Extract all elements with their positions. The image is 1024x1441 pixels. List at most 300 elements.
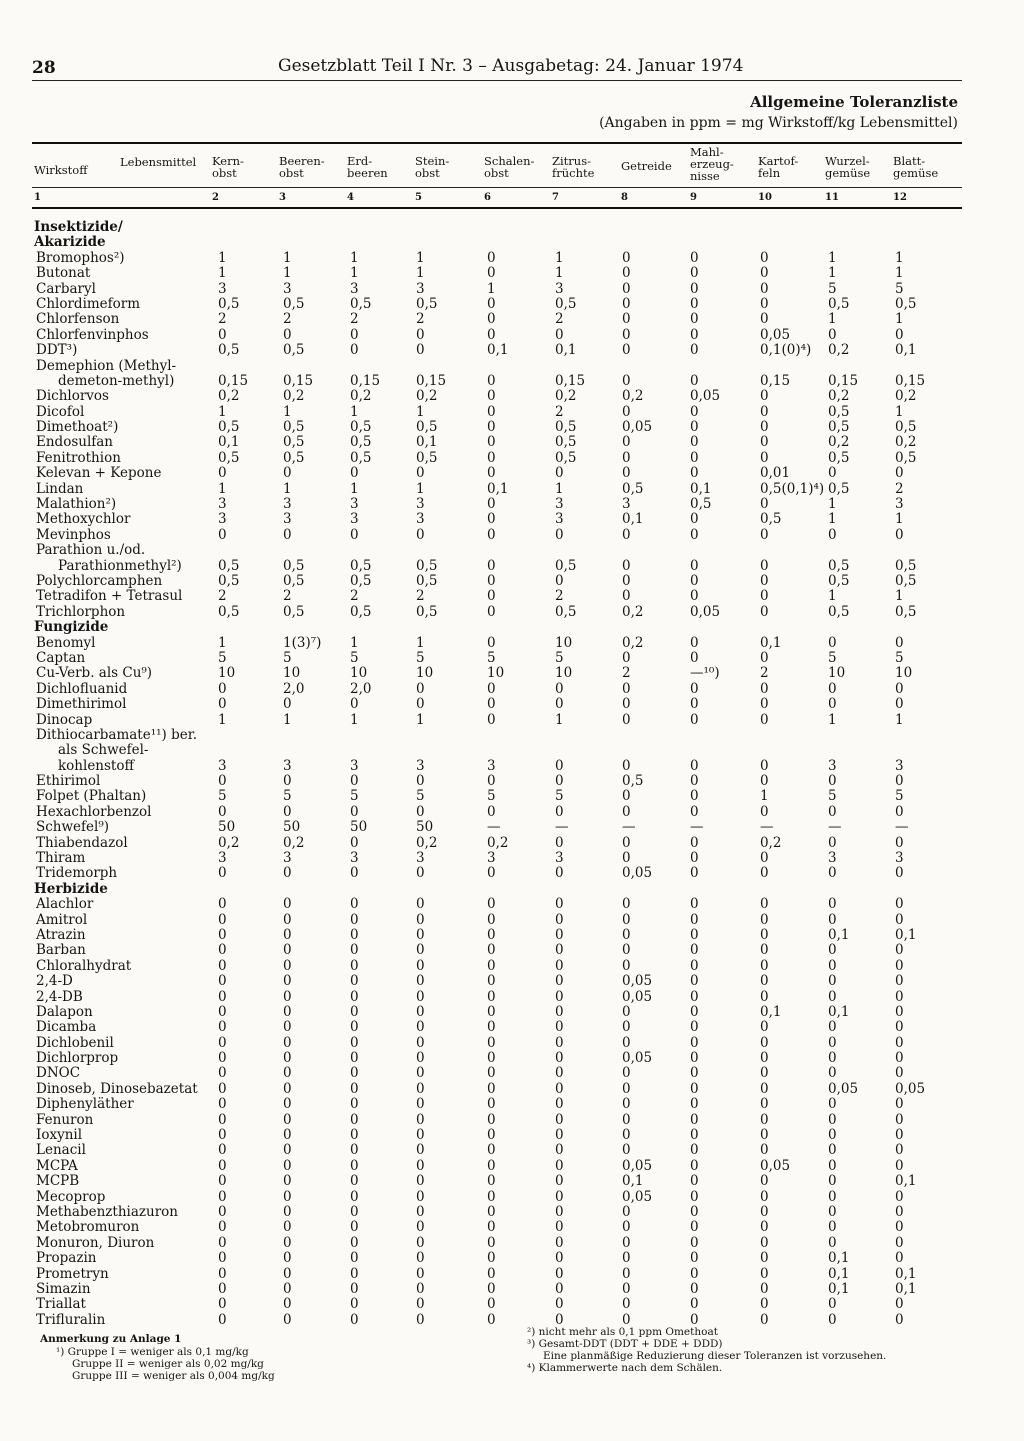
tolerance-value: 0 [218, 1219, 227, 1236]
tolerance-value: 0 [622, 1127, 631, 1144]
tolerance-value: 0 [218, 942, 227, 959]
tolerance-value: 1 [555, 711, 564, 728]
tolerance-value: 0 [895, 1003, 904, 1020]
tolerance-value: 0 [690, 634, 699, 651]
table-row [0, 497, 1024, 512]
tolerance-value: 0,5 [416, 572, 438, 589]
tolerance-value: 0 [416, 896, 425, 913]
tolerance-value: 0 [218, 1296, 227, 1313]
tolerance-value: 0 [622, 1142, 631, 1159]
table-row [0, 512, 1024, 527]
tolerance-value: 0 [487, 957, 496, 974]
tolerance-value: 0,2 [218, 834, 240, 851]
substance-name: Mecoprop [36, 1188, 106, 1205]
tolerance-value: 0 [218, 1019, 227, 1036]
tolerance-value: 0 [690, 1204, 699, 1220]
substance-name: Parathionmethyl²) [58, 557, 182, 574]
tolerance-value: 1 [218, 480, 227, 497]
tolerance-value: 0 [760, 588, 769, 605]
tolerance-value: 1 [350, 403, 359, 420]
tolerance-value: 0 [283, 1080, 292, 1097]
tolerance-value: 0 [828, 988, 837, 1005]
tolerance-value: 0,1 [555, 342, 577, 359]
tolerance-value: 0 [218, 1280, 227, 1297]
tolerance-value: 0,15 [218, 372, 249, 389]
tolerance-value: 5 [555, 788, 564, 805]
tolerance-value: 0 [350, 1157, 359, 1174]
tolerance-value: 0 [350, 342, 359, 359]
tolerance-value: 0 [283, 773, 292, 790]
tolerance-value: 0 [555, 973, 564, 990]
tolerance-value: 0 [895, 1050, 904, 1067]
tolerance-value: 3 [487, 757, 496, 774]
tolerance-value: 0 [690, 342, 699, 359]
tolerance-value: 0,2 [622, 388, 644, 405]
tolerance-value: 0 [622, 1296, 631, 1313]
tolerance-value: 3 [555, 496, 564, 513]
tolerance-value: 0 [555, 1296, 564, 1313]
tolerance-value: 0 [760, 419, 769, 436]
tolerance-value: 0 [555, 1311, 564, 1328]
substance-name: 2,4-DB [36, 988, 83, 1005]
tolerance-value: 0 [760, 434, 769, 451]
substance-name: 2,4-D [36, 973, 73, 990]
tolerance-value: 0,2 [828, 342, 850, 359]
tolerance-value: 3 [416, 511, 425, 528]
tolerance-value: 0 [895, 1142, 904, 1159]
tolerance-value: 0,5 [828, 603, 850, 620]
table-row [0, 374, 1024, 389]
table-row [0, 251, 1024, 266]
tolerance-value: 0,15 [350, 372, 381, 389]
tolerance-value: 0 [350, 1096, 359, 1113]
substance-name: Triallat [36, 1296, 86, 1313]
table-row [0, 697, 1024, 712]
section-heading [0, 235, 1024, 250]
table-row [0, 1220, 1024, 1235]
tolerance-value: 0 [622, 680, 631, 697]
tolerance-value: 0 [828, 957, 837, 974]
tolerance-value: 0 [283, 1003, 292, 1020]
table-row [0, 636, 1024, 651]
tolerance-value: 0 [690, 465, 699, 482]
tolerance-value: 0 [622, 911, 631, 928]
tolerance-value: 3 [350, 850, 359, 867]
table-row [0, 420, 1024, 435]
tolerance-value: 0 [690, 326, 699, 343]
tolerance-value: 0,5 [416, 603, 438, 620]
table-row [0, 605, 1024, 620]
section-heading [0, 882, 1024, 897]
tolerance-value: 3 [350, 496, 359, 513]
table-row [0, 1205, 1024, 1220]
tolerance-value: 0 [760, 449, 769, 466]
tolerance-value: 0,2 [283, 834, 305, 851]
tolerance-value: 0 [416, 1050, 425, 1067]
column-header: Beeren- obst [279, 154, 325, 180]
column-number: 4 [347, 192, 354, 203]
substance-name: Dichlobenil [36, 1034, 114, 1051]
tolerance-value: 0 [555, 865, 564, 882]
table-row [0, 389, 1024, 404]
tolerance-value: 0 [487, 973, 496, 990]
tolerance-value: 0,5 [895, 419, 917, 436]
tolerance-value: 0,5 [828, 572, 850, 589]
tolerance-value: 0 [690, 419, 699, 436]
table-row [0, 990, 1024, 1005]
tolerance-value: 0 [555, 1280, 564, 1297]
tolerance-value: 0 [218, 1188, 227, 1205]
tolerance-value: 0 [760, 1080, 769, 1097]
table-row [0, 1282, 1024, 1297]
tolerance-value: 3 [218, 511, 227, 528]
tolerance-value: 0 [555, 1265, 564, 1282]
tolerance-value: 0 [283, 803, 292, 820]
tolerance-value: 0 [828, 911, 837, 928]
tolerance-value: 5 [555, 649, 564, 666]
tolerance-value: 0 [218, 465, 227, 482]
tolerance-value: 0 [416, 1265, 425, 1282]
tolerance-value: 0 [895, 896, 904, 913]
tolerance-value: 0 [760, 1280, 769, 1297]
tolerance-value: 0,1 [760, 634, 782, 651]
tolerance-value: 0,05 [895, 1080, 926, 1097]
table-row [0, 913, 1024, 928]
substance-name: Dichlorvos [36, 388, 109, 405]
page-number: 28 [32, 58, 56, 78]
substance-name: Schwefel⁹) [36, 819, 110, 836]
tolerance-value: 0 [218, 1250, 227, 1267]
tolerance-value: 0 [555, 1219, 564, 1236]
substance-name: Parathion u./od. [36, 542, 146, 559]
tolerance-value: 0 [416, 526, 425, 543]
substance-name: Dalapon [36, 1003, 93, 1020]
table-row [0, 1005, 1024, 1020]
tolerance-value: 2 [760, 665, 769, 682]
tolerance-value: 0 [690, 788, 699, 805]
tolerance-value: 1 [895, 311, 904, 328]
tolerance-value: 0 [555, 326, 564, 343]
tolerance-value: 0,5 [828, 419, 850, 436]
table-row [0, 574, 1024, 589]
table-row [0, 728, 1024, 743]
tolerance-value: 0,5 [555, 557, 577, 574]
tolerance-value: 0 [283, 896, 292, 913]
tolerance-value: 0,2 [828, 388, 850, 405]
table-row [0, 1297, 1024, 1312]
table-row [0, 266, 1024, 281]
tolerance-value: 0 [283, 1127, 292, 1144]
tolerance-value: 0 [487, 773, 496, 790]
tolerance-value: 0 [690, 757, 699, 774]
tolerance-value: 0 [760, 680, 769, 697]
substance-name: Simazin [36, 1280, 91, 1297]
tolerance-value: 0 [416, 465, 425, 482]
tolerance-value: 0 [828, 1204, 837, 1220]
tolerance-value: 0 [690, 834, 699, 851]
tolerance-value: 3 [283, 280, 292, 297]
tolerance-value: 0,5 [416, 419, 438, 436]
tolerance-value: 0,5 [218, 603, 240, 620]
tolerance-value: 0 [416, 773, 425, 790]
tolerance-value: 0 [487, 311, 496, 328]
tolerance-value: 0 [828, 1188, 837, 1205]
substance-name: Propazin [36, 1250, 97, 1267]
footnote-left-line: Gruppe II = weniger als 0,02 mg/kg [72, 1358, 264, 1370]
tolerance-value: 0 [487, 1034, 496, 1051]
tolerance-value: 0 [760, 696, 769, 713]
substance-name: demeton-methyl) [58, 372, 175, 389]
tolerance-value: 0,2 [895, 388, 917, 405]
tolerance-value: 0 [350, 1280, 359, 1297]
tolerance-value: 0 [283, 1296, 292, 1313]
tolerance-value: 0 [828, 1019, 837, 1036]
tolerance-value: 1 [828, 311, 837, 328]
tolerance-value: 0 [895, 911, 904, 928]
tolerance-value: 0 [690, 1265, 699, 1282]
tolerance-value: 0 [895, 680, 904, 697]
tolerance-value: 0 [690, 1173, 699, 1190]
tolerance-value: 0 [350, 1265, 359, 1282]
substance-name: Fenuron [36, 1111, 94, 1128]
tolerance-value: 0 [690, 511, 699, 528]
tolerance-value: 0 [622, 295, 631, 312]
tolerance-value: 0 [760, 265, 769, 282]
substance-name: Bromophos²) [36, 249, 125, 266]
tolerance-value: 0 [622, 896, 631, 913]
column-number-rule [32, 207, 962, 209]
header-wirkstoff: Wirkstoff [34, 163, 88, 177]
tolerance-value: 0 [828, 1219, 837, 1236]
tolerance-value: 0 [828, 696, 837, 713]
column-header: Kartof- feln [758, 154, 799, 180]
substance-name: Trifluralin [36, 1311, 106, 1328]
table-row [0, 543, 1024, 558]
tolerance-value: 0 [895, 973, 904, 990]
tolerance-value: 3 [828, 850, 837, 867]
tolerance-value: 5 [828, 788, 837, 805]
tolerance-value: 0 [416, 911, 425, 928]
tolerance-value: 0 [487, 434, 496, 451]
substance-name: Demephion (Methyl- [36, 357, 177, 374]
tolerance-value: 0 [760, 911, 769, 928]
tolerance-value: 0 [760, 388, 769, 405]
tolerance-value: 0 [622, 957, 631, 974]
tolerance-value: 3 [283, 496, 292, 513]
tolerance-value: 0,2 [416, 388, 438, 405]
tolerance-value: 0,1 [828, 1265, 850, 1282]
tolerance-value: 50 [283, 819, 301, 836]
footnote-right-line: ³) Gesamt-DDT (DDT + DDE + DDD) [527, 1338, 723, 1350]
tolerance-value: 0 [487, 634, 496, 651]
tolerance-value: 0 [622, 403, 631, 420]
tolerance-value: 0,5 [350, 449, 372, 466]
tolerance-value: 5 [895, 649, 904, 666]
tolerance-value: 0 [350, 1050, 359, 1067]
tolerance-value: 0 [555, 572, 564, 589]
tolerance-value: 0,5 [555, 603, 577, 620]
tolerance-value: 1 [416, 634, 425, 651]
tolerance-value: 0 [555, 1127, 564, 1144]
tolerance-value: 3 [218, 850, 227, 867]
tolerance-value: 0,5 [283, 419, 305, 436]
table-row [0, 405, 1024, 420]
tolerance-value: 0 [895, 1234, 904, 1251]
tolerance-value: 1 [283, 711, 292, 728]
tolerance-value: 0,5 [828, 403, 850, 420]
tolerance-value: 0 [283, 988, 292, 1005]
tolerance-value: 0 [416, 1003, 425, 1020]
tolerance-value: 10 [283, 665, 301, 682]
tolerance-value: 0 [828, 1157, 837, 1174]
tolerance-value: 0 [760, 249, 769, 266]
tolerance-value: 0 [895, 1250, 904, 1267]
tolerance-value: 0 [690, 1065, 699, 1082]
substance-name: Trichlorphon [36, 603, 126, 620]
tolerance-value: 3 [218, 757, 227, 774]
tolerance-value: 0 [690, 973, 699, 990]
tolerance-value: 2,0 [350, 680, 372, 697]
tolerance-value: 0 [555, 1250, 564, 1267]
tolerance-value: 0 [828, 773, 837, 790]
substance-name: Chlordimeform [36, 295, 141, 312]
tolerance-value: 0,5 [350, 603, 372, 620]
tolerance-value: 0 [487, 572, 496, 589]
tolerance-value: 0 [218, 1311, 227, 1328]
table-row [0, 1097, 1024, 1112]
tolerance-value: 2 [350, 311, 359, 328]
tolerance-value: 0 [828, 326, 837, 343]
tolerance-value: 0 [283, 1204, 292, 1220]
substance-name: Metobromuron [36, 1219, 140, 1236]
tolerance-value: 0 [283, 465, 292, 482]
tolerance-value: 0 [555, 896, 564, 913]
tolerance-value: 3 [350, 280, 359, 297]
tolerance-value: 0,1 [895, 926, 917, 943]
tolerance-value: 0 [622, 850, 631, 867]
tolerance-value: 0 [555, 942, 564, 959]
tolerance-value: 0 [350, 465, 359, 482]
tolerance-value: 3 [416, 280, 425, 297]
tolerance-value: 0 [760, 1096, 769, 1113]
tolerance-value: 0,5 [828, 480, 850, 497]
table-row [0, 451, 1024, 466]
substance-name: Methoxychlor [36, 511, 131, 528]
tolerance-value: 0 [690, 1250, 699, 1267]
tolerance-value: 0 [690, 526, 699, 543]
substance-name: Thiabendazol [36, 834, 128, 851]
tolerance-value: 0 [622, 942, 631, 959]
tolerance-value: 0 [828, 1234, 837, 1251]
substance-name: Dimethoat²) [36, 419, 119, 436]
tolerance-value: 0 [622, 834, 631, 851]
tolerance-value: 0 [350, 526, 359, 543]
tolerance-value: 0 [416, 926, 425, 943]
footnote-left-line: ¹) Gruppe I = weniger als 0,1 mg/kg [56, 1346, 249, 1358]
tolerance-value: 3 [350, 511, 359, 528]
table-row [0, 1159, 1024, 1174]
table-row [0, 713, 1024, 728]
tolerance-value: 0 [622, 1265, 631, 1282]
table-row [0, 1143, 1024, 1158]
tolerance-value: 0 [760, 1034, 769, 1051]
tolerance-value: 0 [690, 1080, 699, 1097]
page-title: Allgemeine Toleranzliste [750, 93, 958, 111]
table-top-rule [32, 142, 962, 144]
tolerance-value: 0 [622, 711, 631, 728]
tolerance-value: 0 [690, 1311, 699, 1328]
tolerance-value: 1 [416, 711, 425, 728]
tolerance-value: 0 [487, 1265, 496, 1282]
tolerance-value: 0 [350, 1065, 359, 1082]
tolerance-value: 0 [622, 926, 631, 943]
tolerance-value: 0 [487, 1157, 496, 1174]
tolerance-value: 0 [895, 1019, 904, 1036]
tolerance-value: 0 [283, 1096, 292, 1113]
tolerance-value: 3 [416, 496, 425, 513]
column-number: 12 [893, 192, 907, 203]
tolerance-value: 0 [350, 988, 359, 1005]
tolerance-value: 0,01 [760, 465, 791, 482]
tolerance-value: 0 [690, 249, 699, 266]
tolerance-value: 0 [690, 588, 699, 605]
tolerance-value: 0 [555, 1142, 564, 1159]
tolerance-value: 5 [895, 280, 904, 297]
tolerance-value: 0 [622, 526, 631, 543]
tolerance-value: 0 [760, 711, 769, 728]
tolerance-value: 1 [350, 249, 359, 266]
tolerance-value: 2 [416, 311, 425, 328]
tolerance-value: 0 [487, 911, 496, 928]
tolerance-value: 0 [283, 1188, 292, 1205]
tolerance-value: 1 [350, 265, 359, 282]
tolerance-value: 0 [690, 572, 699, 589]
section-heading [0, 220, 1024, 235]
tolerance-value: 0 [690, 773, 699, 790]
tolerance-value: 1 [828, 711, 837, 728]
tolerance-value: 0 [487, 526, 496, 543]
table-row [0, 1113, 1024, 1128]
table-row [0, 959, 1024, 974]
tolerance-value: 0 [283, 942, 292, 959]
substance-name: Dimethirimol [36, 696, 127, 713]
tolerance-value: 0 [487, 926, 496, 943]
tolerance-value: 1 [895, 711, 904, 728]
section-label: Akarizide [34, 234, 106, 251]
tolerance-value: 0 [760, 865, 769, 882]
tolerance-value: 0,5 [218, 342, 240, 359]
tolerance-value: 0 [760, 280, 769, 297]
tolerance-value: 5 [218, 788, 227, 805]
column-header: Schalen- obst [484, 154, 535, 180]
tolerance-value: 0 [690, 265, 699, 282]
tolerance-value: 0 [283, 696, 292, 713]
tolerance-value: 1 [895, 511, 904, 528]
table-row [0, 466, 1024, 481]
tolerance-value: 0 [350, 926, 359, 943]
tolerance-value: 0 [760, 973, 769, 990]
tolerance-value: 0 [487, 1311, 496, 1328]
tolerance-value: 1 [416, 480, 425, 497]
tolerance-value: 0 [760, 850, 769, 867]
tolerance-value: 0 [218, 957, 227, 974]
tolerance-value: 0 [416, 1188, 425, 1205]
tolerance-value: 0,5 [218, 295, 240, 312]
tolerance-value: 5 [283, 788, 292, 805]
tolerance-value: 0 [622, 1250, 631, 1267]
table-row [0, 928, 1024, 943]
tolerance-value: 0,2 [555, 388, 577, 405]
